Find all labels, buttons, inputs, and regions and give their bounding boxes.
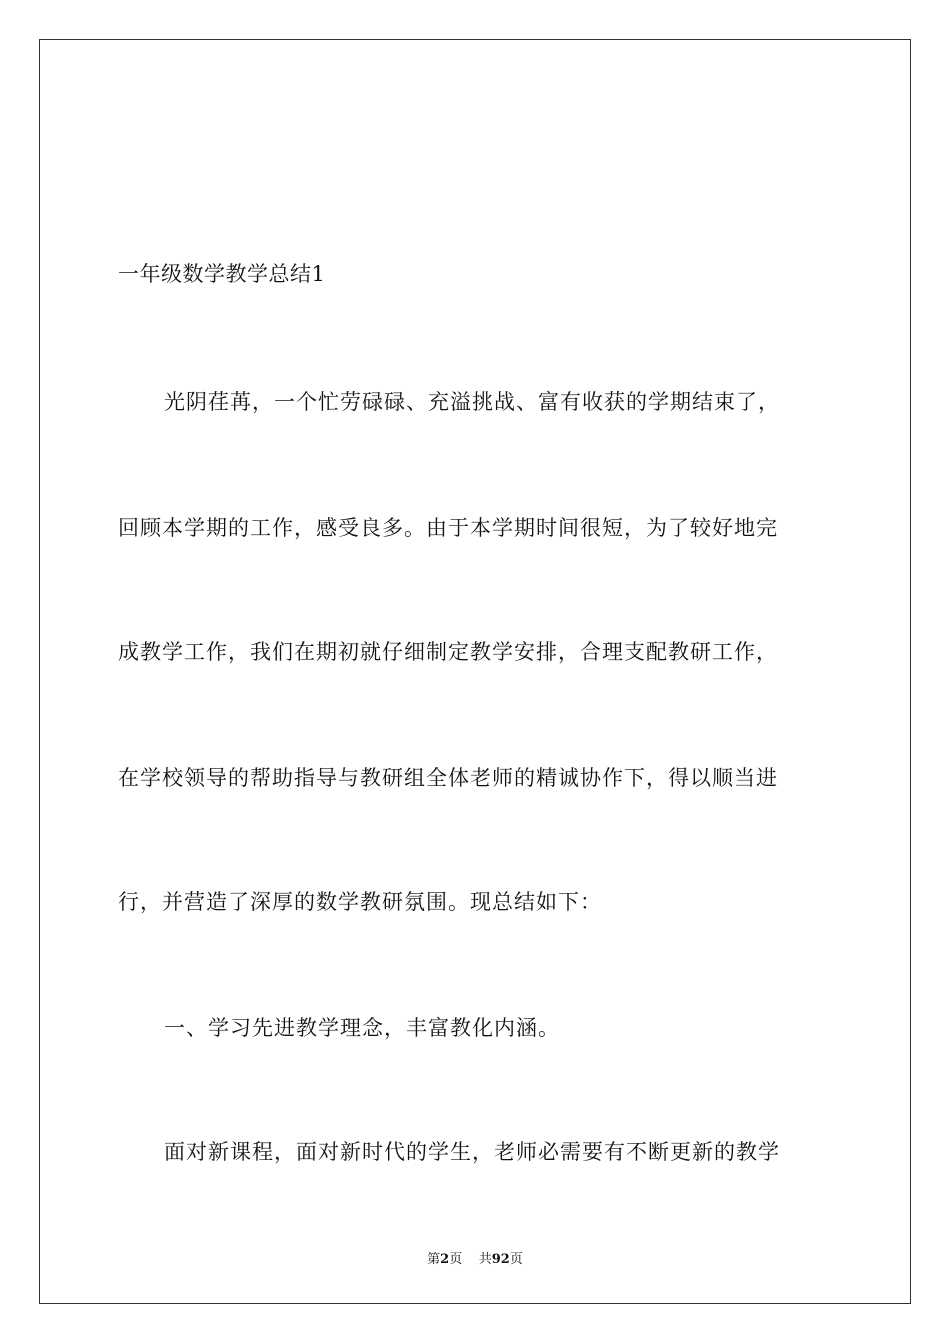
footer-total-pages: 92 xyxy=(491,1252,510,1267)
footer-page-suffix: 页 xyxy=(449,1252,463,1267)
paragraph-line-1: 光阴荏苒，一个忙劳碌碌、充溢挑战、富有收获的学期结束了， xyxy=(164,390,780,414)
page-footer xyxy=(0,1248,950,1267)
page-frame xyxy=(39,39,911,1304)
footer-total-prefix: 共 xyxy=(478,1252,492,1267)
footer-page-prefix: 第 xyxy=(427,1252,441,1267)
paragraph-line-7: 面对新课程，面对新时代的学生，老师必需要有不断更新的教学 xyxy=(164,1140,780,1164)
paragraph-line-5: 行，并营造了深厚的数学教研氛围。现总结如下： xyxy=(118,890,602,914)
paragraph-line-4: 在学校领导的帮助指导与教研组全体老师的精诚协作下，得以顺当进 xyxy=(118,766,778,790)
section-heading-1: 一、学习先进教学理念，丰富教化内涵。 xyxy=(164,1016,560,1040)
footer-page-number: 2 xyxy=(440,1252,450,1267)
paragraph-line-3: 成教学工作，我们在期初就仔细制定教学安排，合理支配教研工作， xyxy=(118,640,778,664)
paragraph-line-2: 回顾本学期的工作，感受良多。由于本学期时间很短，为了较好地完 xyxy=(118,516,778,540)
document-title: 一年级数学教学总结1 xyxy=(118,262,326,286)
footer-total-suffix: 页 xyxy=(509,1252,523,1267)
